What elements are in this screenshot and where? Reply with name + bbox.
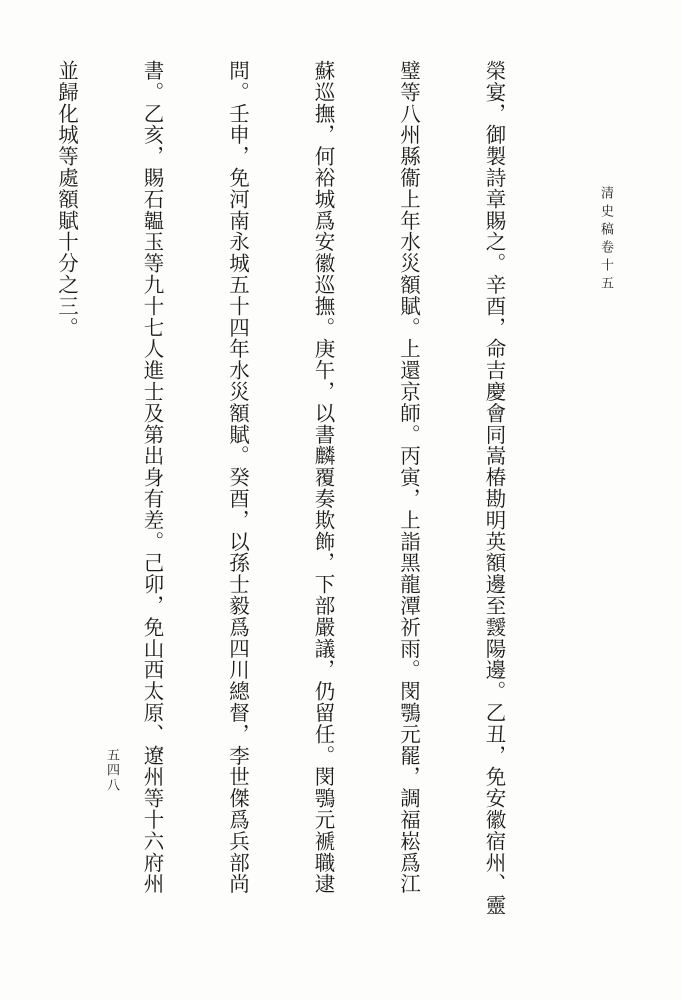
- text-column: 蘇巡撫，何裕城爲安徽巡撫。庚午，以書麟覆奏欺飾，下部嚴議，仍留任。閔鶚元褫職逮: [311, 60, 335, 895]
- text-column: 問。壬申，免河南永城五十四年水災額賦。癸酉，以孫士毅爲四川總督，李世傑爲兵部尚: [225, 60, 250, 895]
- running-head-title: 清史稿卷十五: [598, 186, 613, 294]
- page-number: 五四八: [104, 748, 119, 793]
- text-column: 榮宴，御製詩章賜之。辛酉，命吉慶會同嵩椿勘明英額邊至靉陽邊。乙丑，免安徽宿州、靈: [482, 60, 506, 916]
- text-column: 璧等八州縣衞上年水災額賦。上還京師。丙寅，上詣黑龍潭祈雨。閔鶚元罷，調福崧爲江: [396, 60, 421, 895]
- text-column: 並歸化城等處額賦十分之三。: [54, 60, 79, 339]
- text-column: 書。乙亥，賜石韞玉等九十七人進士及第出身有差。己卯，免山西太原、遼州等十六府州: [140, 60, 164, 895]
